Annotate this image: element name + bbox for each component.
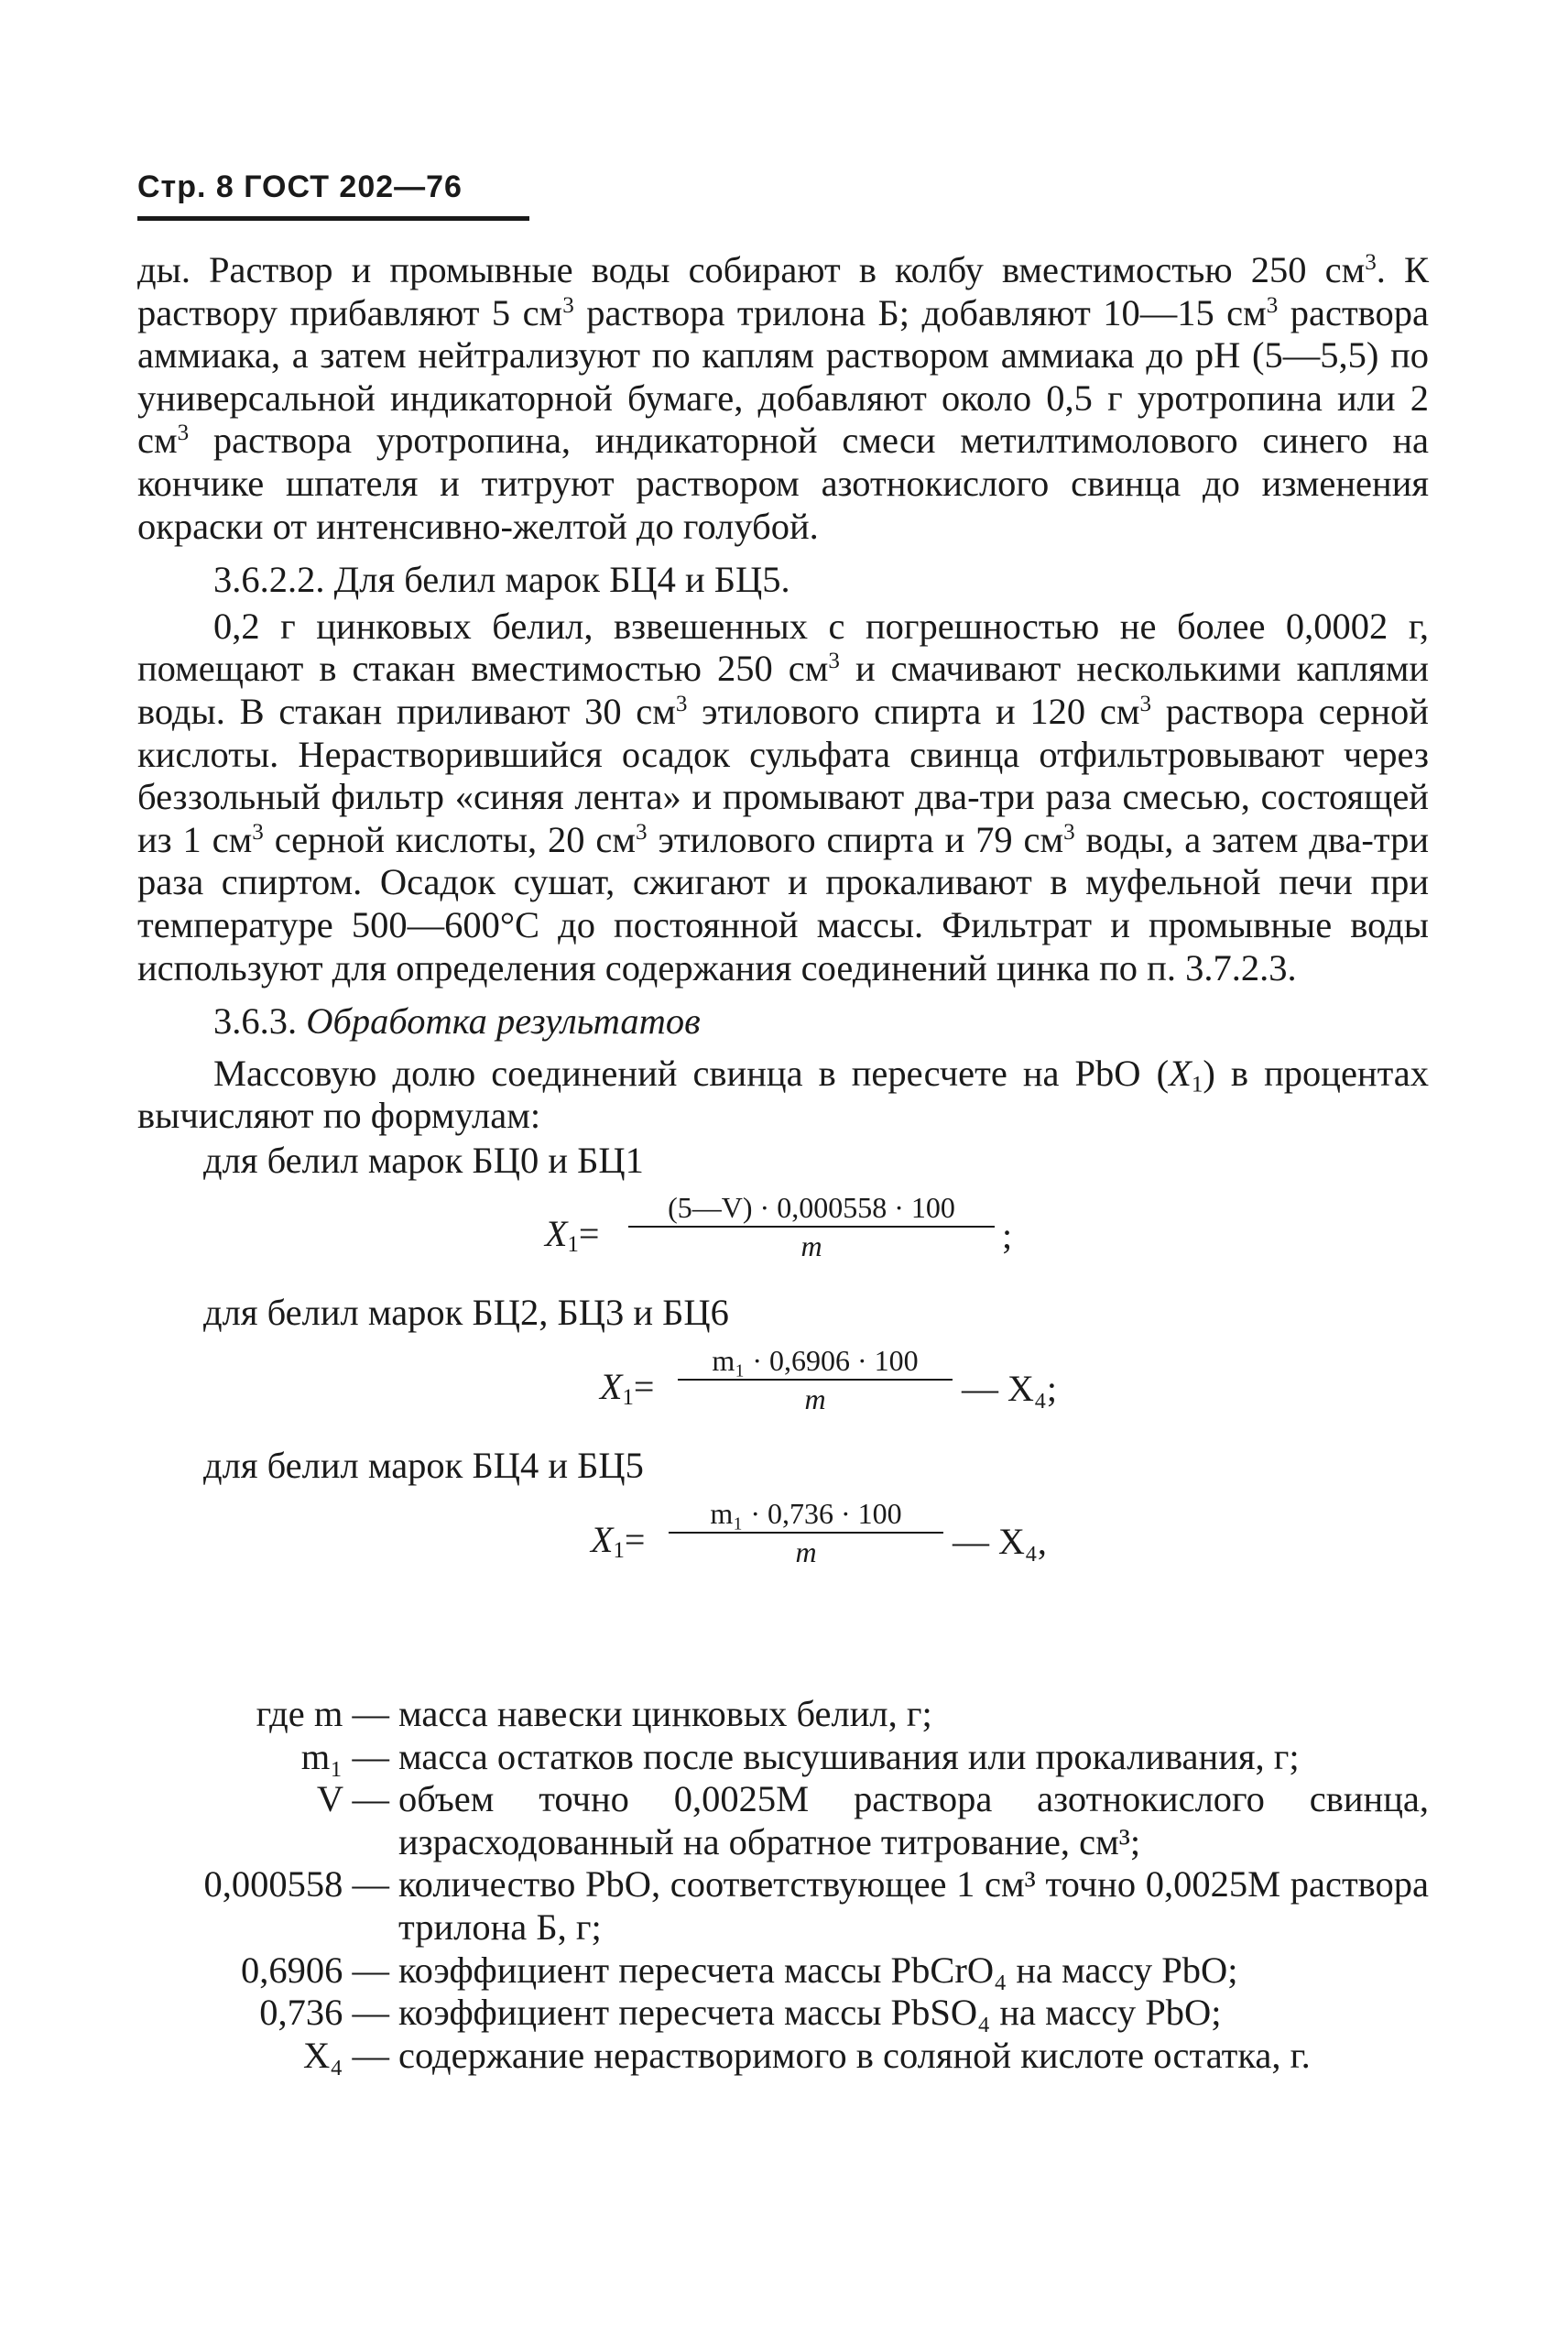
legend-row: m₁ — масса остатков после высушивания или прокаливания, г; [300, 1735, 1300, 1777]
body-text [137, 249, 1429, 1596]
page-header: Стр. 8 ГОСТ 202—76 [137, 169, 463, 204]
legend-row: 0,6906 — коэффициент пересчета массы PbCrO₄ на массу PbO; [241, 1949, 1238, 1991]
formula-3 [137, 1488, 1429, 1596]
formula-1-numerator: (5—V) · 0,000558 · 100 [668, 1191, 955, 1225]
formula-3-label: для белил марок БЦ4 и БЦ5 [203, 1445, 644, 1487]
formula-1-label: для белил марок БЦ0 и БЦ1 [203, 1139, 644, 1181]
formula-2-denominator: m [804, 1382, 826, 1416]
legend-row: V — объем точно 0,0025М раствора азотнокислого свинца, израсходованный на обратное титрование, см³; [316, 1778, 1429, 1862]
formula-2 [137, 1335, 1429, 1443]
formula-1-lhs: $X_1=$ [545, 1213, 600, 1258]
formula-3-numerator: m₁ · 0,736 · 100 [710, 1496, 902, 1530]
formula-1-denominator: m [800, 1229, 822, 1263]
formula-3-lhs: $X_1=$ [591, 1518, 646, 1563]
formula-2-fraction [678, 1342, 953, 1417]
formula-2-tail: — X₄; [962, 1368, 1057, 1410]
legend-row: X₄ — содержание нерастворимого в соляной кислоте остатка, г. [303, 2034, 1311, 2076]
formula-1-tail: ; [1002, 1215, 1013, 1257]
formula-2-lhs: $X_1=$ [600, 1366, 655, 1411]
header-rule [137, 216, 529, 221]
formula-3-denominator: m [795, 1534, 817, 1568]
formula-3-fraction [669, 1495, 943, 1570]
formula-1 [137, 1182, 1429, 1290]
formula-2-numerator: m₁ · 0,6906 · 100 [712, 1344, 919, 1378]
intro-paragraph: ды. Раствор и промывные воды собирают в колбу вместимостью 250 $см^3$. К раствору прибавляют 5 $см^3$ раствора трилона Б; добавляют 10—15 $см^3$ раствора аммиака, а затем нейтрализуют по каплям раствором аммиака до рН (5—5,5) по универсальной индикаторной бумаге, добавляют около 0,5 г уротропина или 2 $см^3$ раствора уротропина, индикаторной смеси метилтимолового синего на кончике шпателя и титруют раствором азотнокислого свинца до изменения окраски от интенсивно-желтой до голубой. [137, 249, 1429, 547]
formula-1-fraction [628, 1189, 995, 1264]
variable-legend [137, 1693, 1429, 2077]
legend-row: где m — масса навески цинковых белил, г; [256, 1693, 932, 1734]
formula-3-tail: — X₄, [953, 1520, 1047, 1562]
legend-row: 0,000558 — количество PbO, соответствующее 1 см³ точно 0,0025М раствора трилона Б, г; [203, 1863, 1429, 1948]
formula-2-label: для белил марок БЦ2, БЦ3 и БЦ6 [203, 1292, 729, 1334]
legend-row: 0,736 — коэффициент пересчета массы PbSO₄ на массу PbO; [259, 1992, 1222, 2034]
section-3-6-3-heading: 3.6.3. Обработка результатов [213, 1000, 701, 1043]
section-3-6-2-2-heading: 3.6.2.2. Для белил марок БЦ4 и БЦ5. [213, 559, 790, 601]
calculation-intro: Массовую долю соединений свинца в пересчете на PbO $(X_1)$ в процентах вычисляют по формулам: [137, 1052, 1430, 1137]
procedure-paragraph: 0,2 г цинковых белил, взвешенных с погрешностью не более 0,0002 г, помещают в стакан вместимостью 250 $см^3$ и смачивают несколькими каплями воды. В стакан приливают 30 $см^3$ этилового спирта и 120 $см^3$ раствора серной кислоты. Нерастворившийся осадок сульфата свинца отфильтровывают через беззольный фильтр «синяя лента» и промывают два-три раза смесью, состоящей из 1 $см^3$ серной кислоты, 20 $см^3$ этилового спирта и 79 $см^3$ воды, а затем два-три раза спиртом. Осадок сушат, сжигают и прокаливают в муфельной печи при температуре 500—600°С до постоянной массы. Фильтрат и промывные воды используют для определения содержания соединений цинка по п. 3.7.2.3. [137, 605, 1430, 988]
